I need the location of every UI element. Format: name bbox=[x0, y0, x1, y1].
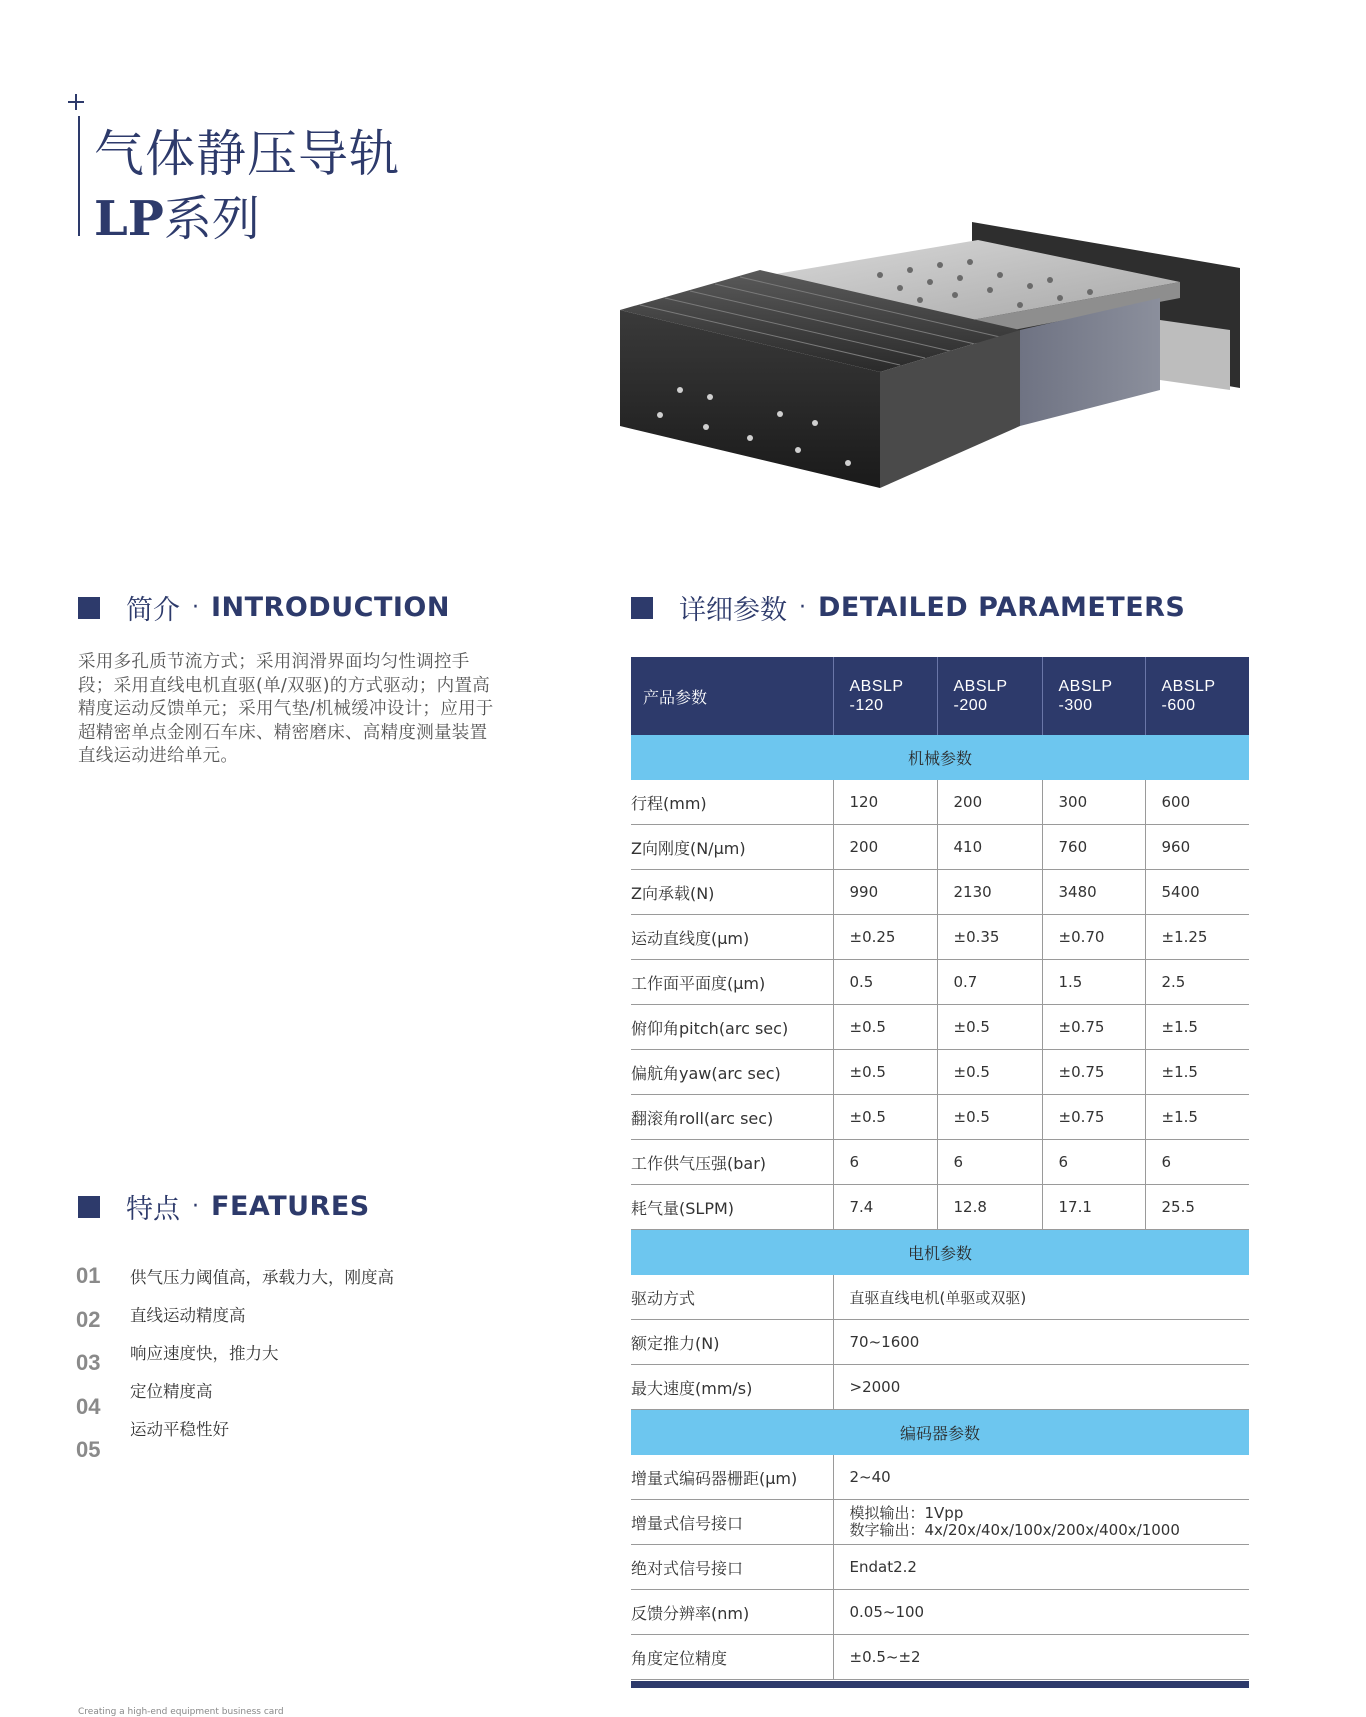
table-row bbox=[631, 1365, 1249, 1410]
series-code: LP bbox=[94, 191, 164, 247]
params-heading-en: DETAILED PARAMETERS bbox=[818, 592, 1186, 623]
feature-number: 03 bbox=[76, 1350, 101, 1375]
header-label: 产品参数 bbox=[631, 657, 833, 735]
feature-item: 直线运动精度高 bbox=[130, 1306, 246, 1325]
row-label: 驱动方式 bbox=[631, 1275, 833, 1320]
cell-value: 6 bbox=[833, 1140, 937, 1185]
table-header-row bbox=[631, 657, 1249, 735]
page-subtitle bbox=[94, 180, 260, 249]
cell-value: ±0.5 bbox=[833, 1005, 937, 1050]
row-label: 工作面平面度(μm) bbox=[631, 960, 833, 1005]
cell-value: 3480 bbox=[1042, 870, 1145, 915]
feature-list bbox=[130, 1264, 394, 1454]
table-row bbox=[631, 780, 1249, 825]
row-label: 额定推力(N) bbox=[631, 1320, 833, 1365]
cell-value: ±0.70 bbox=[1042, 915, 1145, 960]
cell-value: 1.5 bbox=[1042, 960, 1145, 1005]
cell-value: 5400 bbox=[1145, 870, 1249, 915]
group-label: 电机参数 bbox=[631, 1230, 1249, 1276]
cell-value: 760 bbox=[1042, 825, 1145, 870]
table-row bbox=[631, 1140, 1249, 1185]
feature-item: 定位精度高 bbox=[130, 1382, 213, 1401]
table-row bbox=[631, 1545, 1249, 1590]
cell-value: 200 bbox=[937, 780, 1042, 825]
cell-value: 7.4 bbox=[833, 1185, 937, 1230]
model-header: ABSLP -200 bbox=[937, 657, 1042, 735]
cell-value: 2~40 bbox=[833, 1455, 1249, 1500]
cell-value: >2000 bbox=[833, 1365, 1249, 1410]
cell-value: Endat2.2 bbox=[833, 1545, 1249, 1590]
cell-value-multiline bbox=[833, 1500, 1249, 1545]
cell-value: 直驱直线电机(单驱或双驱) bbox=[833, 1275, 1249, 1320]
table-row bbox=[631, 1275, 1249, 1320]
square-bullet-icon bbox=[631, 597, 653, 619]
row-label: 最大速度(mm/s) bbox=[631, 1365, 833, 1410]
cell-value: 12.8 bbox=[937, 1185, 1042, 1230]
group-row-mechanical bbox=[631, 735, 1249, 780]
table-row bbox=[631, 1005, 1249, 1050]
cell-value: ±1.5 bbox=[1145, 1095, 1249, 1140]
features-heading-en: FEATURES bbox=[211, 1191, 370, 1222]
table-row bbox=[631, 870, 1249, 915]
table-row bbox=[631, 1635, 1249, 1680]
model-header: ABSLP -300 bbox=[1042, 657, 1145, 735]
row-label: 俯仰角pitch(arc sec) bbox=[631, 1005, 833, 1050]
row-label: 增量式编码器栅距(μm) bbox=[631, 1455, 833, 1500]
table-row bbox=[631, 915, 1249, 960]
cell-value: ±0.25 bbox=[833, 915, 937, 960]
cell-value: ±0.5 bbox=[937, 1050, 1042, 1095]
feature-item: 响应速度快，推力大 bbox=[130, 1344, 279, 1363]
cell-value: 6 bbox=[1042, 1140, 1145, 1185]
row-label: Z向承载(N) bbox=[631, 870, 833, 915]
cell-value: ±0.5 bbox=[937, 1005, 1042, 1050]
separator-dot: · bbox=[799, 595, 806, 620]
cell-value: ±1.5 bbox=[1145, 1005, 1249, 1050]
cell-value: ±1.5 bbox=[1145, 1050, 1249, 1095]
table-row bbox=[631, 1455, 1249, 1500]
cell-value: 6 bbox=[937, 1140, 1042, 1185]
features-section-header bbox=[78, 1187, 370, 1226]
cell-value: ±0.75 bbox=[1042, 1050, 1145, 1095]
model-header: ABSLP -600 bbox=[1145, 657, 1249, 735]
params-heading-cn: 详细参数 bbox=[679, 595, 787, 626]
cell-value: 2130 bbox=[937, 870, 1042, 915]
cell-value: 0.7 bbox=[937, 960, 1042, 1005]
feature-item: 供气压力阈值高，承载力大，刚度高 bbox=[130, 1268, 394, 1287]
title-accent-bar bbox=[78, 116, 80, 236]
row-label: 增量式信号接口 bbox=[631, 1500, 833, 1545]
table-row bbox=[631, 960, 1249, 1005]
cell-value: 0.05~100 bbox=[833, 1590, 1249, 1635]
plus-icon bbox=[68, 94, 84, 110]
cell-value: 0.5 bbox=[833, 960, 937, 1005]
product-image bbox=[620, 220, 1260, 550]
row-label: 反馈分辨率(nm) bbox=[631, 1590, 833, 1635]
cell-value: ±0.75 bbox=[1042, 1005, 1145, 1050]
cell-value: 990 bbox=[833, 870, 937, 915]
cell-value: 2.5 bbox=[1145, 960, 1249, 1005]
params-section-header bbox=[631, 588, 1185, 627]
cell-value: ±0.5 bbox=[833, 1095, 937, 1140]
row-label: 偏航角yaw(arc sec) bbox=[631, 1050, 833, 1095]
cell-value: 120 bbox=[833, 780, 937, 825]
cell-value: 300 bbox=[1042, 780, 1145, 825]
square-bullet-icon bbox=[78, 597, 100, 619]
intro-heading-cn: 简介 bbox=[126, 595, 180, 626]
cell-value: 410 bbox=[937, 825, 1042, 870]
series-label: 系列 bbox=[163, 191, 260, 247]
page-title: 气体静压导轨 bbox=[94, 125, 400, 183]
group-label: 机械参数 bbox=[631, 735, 1249, 780]
table-row bbox=[631, 1050, 1249, 1095]
group-row-encoder bbox=[631, 1410, 1249, 1456]
feature-number: 04 bbox=[76, 1393, 101, 1419]
row-label: 行程(mm) bbox=[631, 780, 833, 825]
row-label: 耗气量(SLPM) bbox=[631, 1185, 833, 1230]
feature-numbers bbox=[76, 1263, 100, 1481]
params-table bbox=[631, 657, 1249, 1680]
cell-value-line: 模拟输出：1Vpp bbox=[849, 1504, 964, 1522]
cell-value: 600 bbox=[1145, 780, 1249, 825]
table-row bbox=[631, 1185, 1249, 1230]
cell-value: ±1.25 bbox=[1145, 915, 1249, 960]
cell-value: 960 bbox=[1145, 825, 1249, 870]
feature-number: 02 bbox=[76, 1306, 101, 1332]
cell-value: ±0.35 bbox=[937, 915, 1042, 960]
row-label: 工作供气压强(bar) bbox=[631, 1140, 833, 1185]
cell-value: ±0.5 bbox=[937, 1095, 1042, 1140]
cell-value: ±0.5~±2 bbox=[833, 1635, 1249, 1680]
separator-dot: · bbox=[192, 595, 199, 620]
table-row bbox=[631, 1095, 1249, 1140]
feature-number: 01 bbox=[76, 1263, 101, 1288]
cell-value: 6 bbox=[1145, 1140, 1249, 1185]
feature-number: 05 bbox=[76, 1437, 101, 1462]
features-heading-cn: 特点 bbox=[126, 1194, 180, 1225]
separator-dot: · bbox=[192, 1194, 199, 1219]
table-footer-bar bbox=[631, 1681, 1249, 1688]
group-row-motor bbox=[631, 1230, 1249, 1276]
row-label: 绝对式信号接口 bbox=[631, 1545, 833, 1590]
cell-value: 200 bbox=[833, 825, 937, 870]
table-row bbox=[631, 1590, 1249, 1635]
cell-value: 25.5 bbox=[1145, 1185, 1249, 1230]
table-row bbox=[631, 825, 1249, 870]
cell-value-line: 数字输出：4x/20x/40x/100x/200x/400x/1000 bbox=[849, 1521, 1180, 1539]
group-label: 编码器参数 bbox=[631, 1410, 1249, 1456]
intro-section-header bbox=[78, 588, 450, 627]
row-label: 翻滚角roll(arc sec) bbox=[631, 1095, 833, 1140]
footer-note: Creating a high-end equipment business card bbox=[78, 1707, 284, 1717]
cell-value: ±0.5 bbox=[833, 1050, 937, 1095]
square-bullet-icon bbox=[78, 1196, 100, 1218]
table-row bbox=[631, 1500, 1249, 1545]
cell-value: 17.1 bbox=[1042, 1185, 1145, 1230]
row-label: Z向刚度(N/μm) bbox=[631, 825, 833, 870]
model-header: ABSLP -120 bbox=[833, 657, 937, 735]
intro-paragraph: 采用多孔质节流方式；采用润滑界面均匀性调控手段；采用直线电机直驱(单/双驱)的方式驱动；内置高精度运动反馈单元；采用气垫/机械缓冲设计；应用于超精密单点金刚石车床、精密磨床、高精度测量装置直线运动进给单元。 bbox=[78, 652, 494, 766]
cell-value: 70~1600 bbox=[833, 1320, 1249, 1365]
row-label: 运动直线度(μm) bbox=[631, 915, 833, 960]
row-label: 角度定位精度 bbox=[631, 1635, 833, 1680]
cell-value: ±0.75 bbox=[1042, 1095, 1145, 1140]
feature-item: 运动平稳性好 bbox=[130, 1420, 229, 1439]
table-row bbox=[631, 1320, 1249, 1365]
intro-heading-en: INTRODUCTION bbox=[211, 592, 450, 623]
